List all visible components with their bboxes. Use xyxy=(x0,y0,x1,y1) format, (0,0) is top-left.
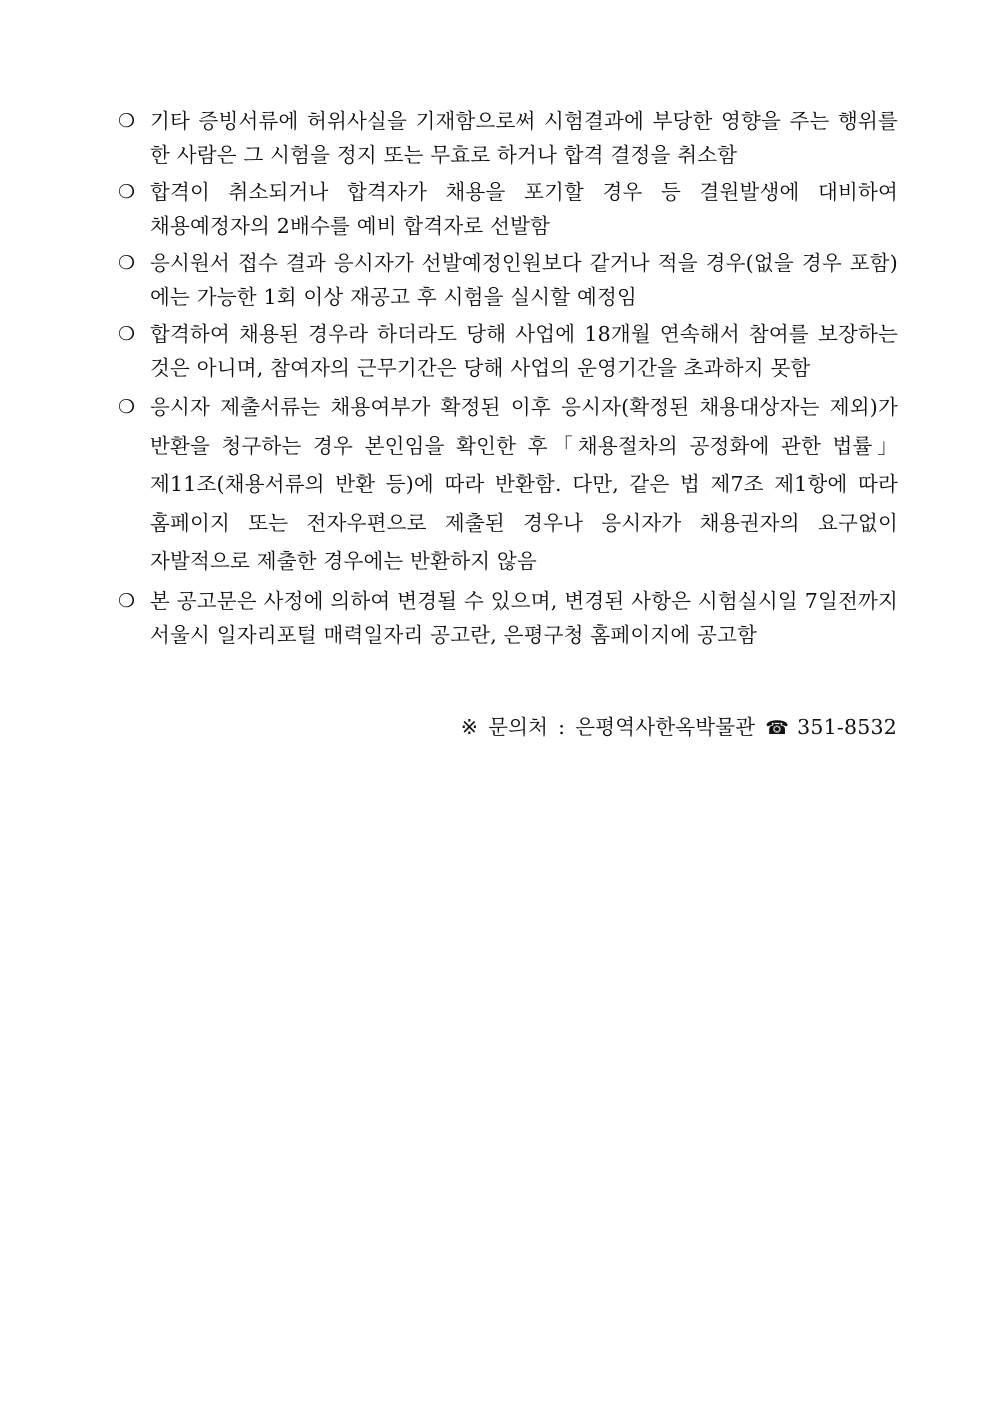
notice-text: 기타 증빙서류에 허위사실을 기재함으로써 시험결과에 부당한 영향을 주는 행위를 한 사람은 그 시험을 정지 또는 무효로 하거나 합격 결정을 취소함 xyxy=(150,109,898,167)
notice-item xyxy=(118,246,898,314)
contact-separator: : xyxy=(558,715,566,739)
notice-text: 합격이 취소되거나 합격자가 채용을 포기할 경우 등 결원발생에 대비하여 채용예정자의 2배수를 예비 합격자로 선발함 xyxy=(150,180,898,238)
contact-phone: 351-8532 xyxy=(797,715,897,739)
notice-item xyxy=(118,388,898,581)
contact-label: 문의처 xyxy=(488,715,549,739)
reference-mark-icon: ※ xyxy=(460,715,479,739)
circle-bullet-icon: ❍ xyxy=(118,181,136,203)
circle-bullet-icon: ❍ xyxy=(118,110,136,132)
notice-text: 응시원서 접수 결과 응시자가 선발예정인원보다 같거나 적을 경우(없을 경우 포함)에는 가능한 1회 이상 재공고 후 시험을 실시할 예정임 xyxy=(150,251,898,309)
notice-item xyxy=(118,584,898,652)
circle-bullet-icon: ❍ xyxy=(118,323,136,345)
notice-item xyxy=(118,104,898,172)
notice-list xyxy=(118,104,898,655)
contact-organization: 은평역사한옥박물관 xyxy=(575,715,756,739)
notice-text: 본 공고문은 사정에 의하여 변경될 수 있으며, 변경된 사항은 시험실시일 7일전까지 서울시 일자리포털 매력일자리 공고란, 은평구청 홈페이지에 공고함 xyxy=(150,588,898,647)
notice-text: 합격하여 채용된 경우라 하더라도 당해 사업에 18개월 연속해서 참여를 보장하는 것은 아니며, 참여자의 근무기간은 당해 사업의 운영기간을 초과하지 못함 xyxy=(150,322,898,380)
notice-text: 응시자 제출서류는 채용여부가 확정된 이후 응시자(확정된 채용대상자는 제외)가 반환을 청구하는 경우 본인임을 확인한 후「채용절차의 공정화에 관한 법률」제11조(채용서류의 반환 등)에 따라 반환함. 다만, 같은 법 제7조 제1항에 따라 홈페이지 또는 전자우편으로 제출된 경우나 응시자가 채용권자의 요구없이 자발적으로 제출한 경우에는 반환하지 않음 xyxy=(150,395,898,573)
contact-info xyxy=(461,710,897,745)
notice-item xyxy=(118,317,898,385)
circle-bullet-icon: ❍ xyxy=(118,589,136,612)
circle-bullet-icon: ❍ xyxy=(118,252,136,274)
notice-item xyxy=(118,175,898,243)
telephone-icon: ☎ xyxy=(765,717,790,739)
circle-bullet-icon: ❍ xyxy=(118,396,136,418)
